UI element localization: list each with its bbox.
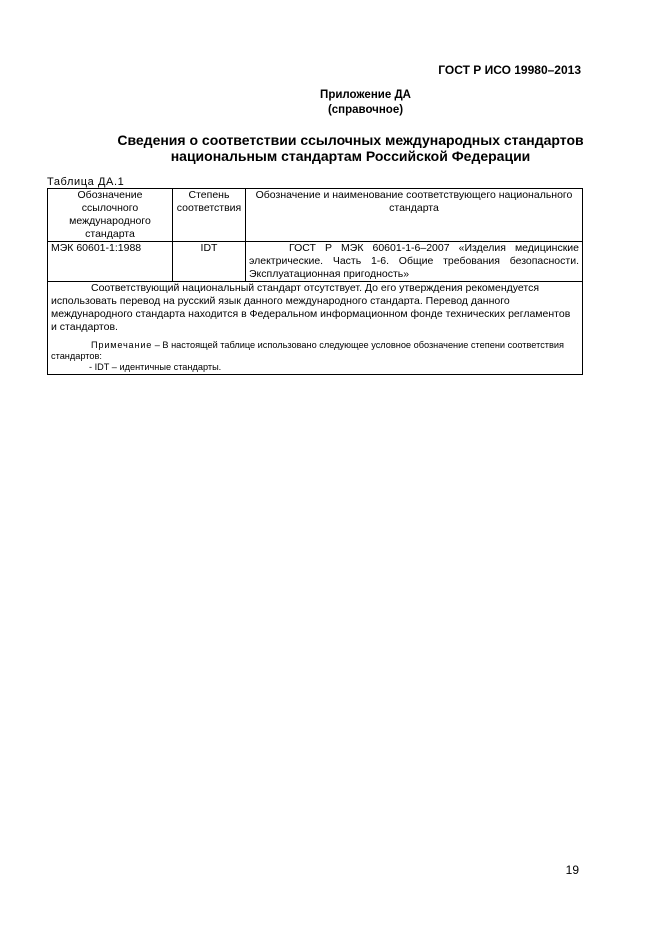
note-item: - IDT – идентичные стандарты.	[89, 362, 222, 372]
footer-text: Соответствующий национальный стандарт отсутствует. До его утверждения рекомендуется использовать перевод на русский язык данного международного стандарта. Перевод данного международного стандарта находится в Федеральном информационном фонде технических регламентов и стандартов.	[51, 282, 571, 333]
standard-designation: ГОСТ Р ИСО 19980–2013	[438, 63, 581, 77]
note-label: Примечание	[91, 340, 153, 350]
note-text: – В настоящей таблице использовано следующее условное обозначение степени соответствия стандартов:	[51, 340, 564, 361]
correspondence-table	[47, 188, 583, 375]
cell-degree: IDT	[173, 242, 246, 282]
cell-national-standard: ГОСТ Р МЭК 60601-1-6–2007 «Изделия медицинские электрические. Часть 1-6. Общие требования безопасности. Эксплуатационная пригодность»	[246, 242, 583, 282]
cell-international-ref: МЭК 60601-1:1988	[48, 242, 173, 282]
page-number: 19	[565, 863, 579, 877]
annex-type: (справочное)	[327, 104, 404, 116]
header-national-standard: Обозначение и наименование соответствующего национального стандарта	[246, 189, 583, 242]
annex-title: Приложение ДА	[320, 89, 411, 101]
table-footer-row	[48, 282, 583, 375]
table-note	[51, 340, 579, 374]
table-footer-cell	[48, 282, 583, 375]
section-title	[0, 132, 661, 164]
section-title-line-2: национальным стандартам Российской Федерации	[170, 148, 531, 164]
annex-heading	[0, 88, 661, 118]
table-header-row	[48, 189, 583, 242]
header-international-standard: Обозначение ссылочного международного стандарта	[48, 189, 173, 242]
table-row	[48, 242, 583, 282]
table-caption: Таблица ДА.1	[47, 176, 125, 188]
header-degree: Степень соответствия	[173, 189, 246, 242]
section-title-line-1: Сведения о соответствии ссылочных международных стандартов	[117, 132, 584, 148]
